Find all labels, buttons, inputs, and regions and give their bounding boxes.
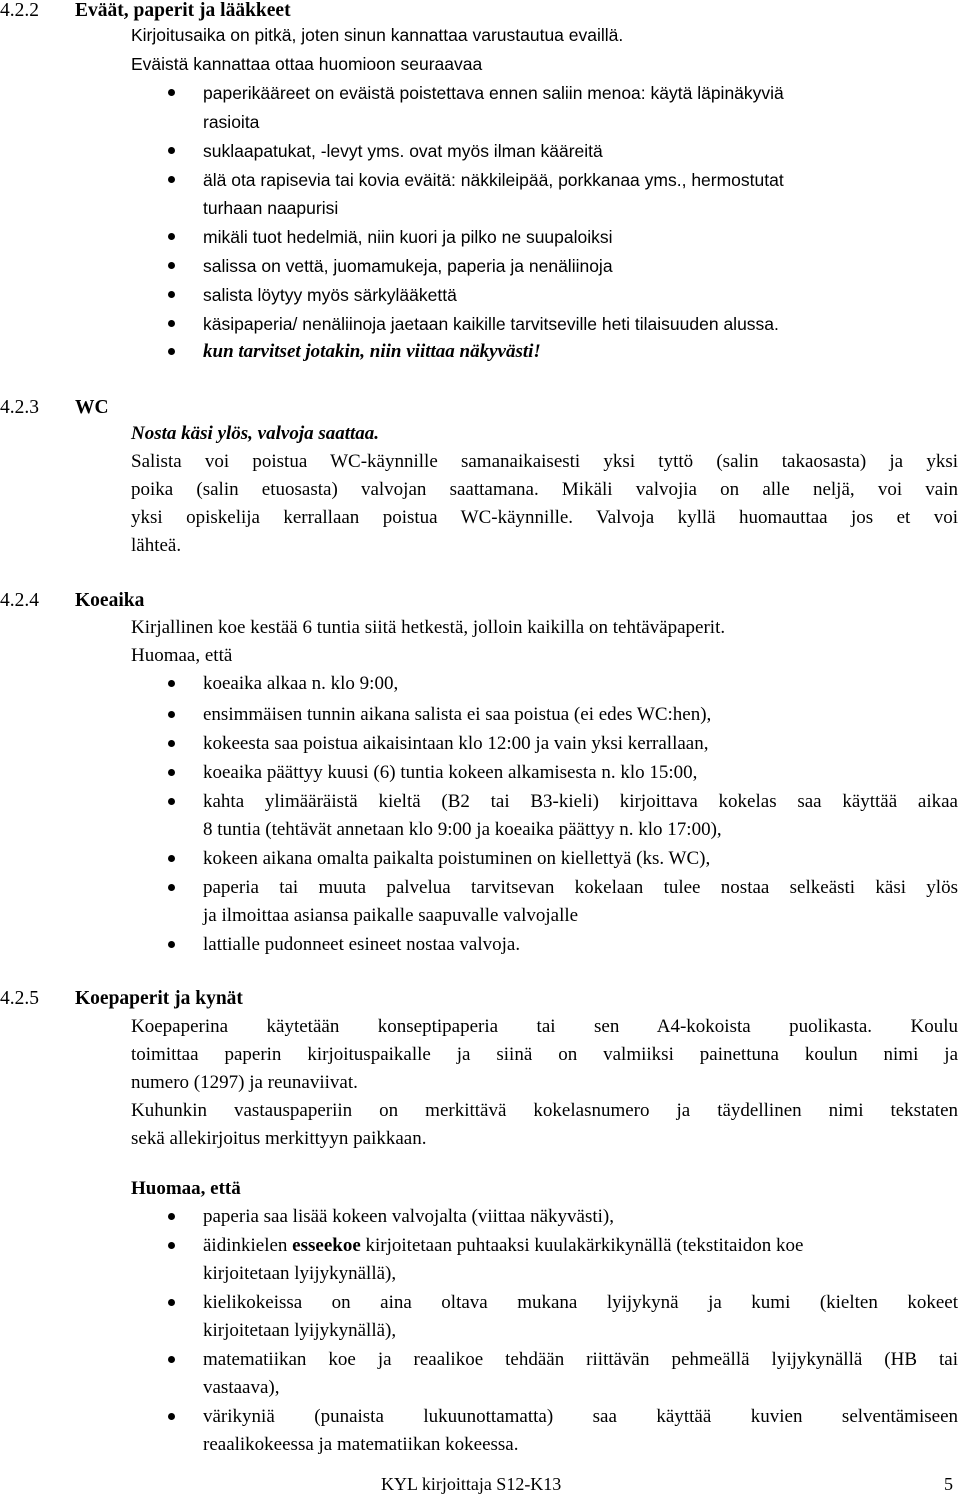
- bullet-icon: [168, 89, 175, 96]
- bullet-icon: [168, 1299, 175, 1306]
- list-item: ensimmäisen tunnin aikana salista ei saa poistua (ei edes WC:hen),: [203, 704, 712, 725]
- list-item: salissa on vettä, juomamukeja, paperia ja nenäliinoja: [203, 256, 613, 276]
- paragraph-line: Huomaa, että: [131, 645, 233, 666]
- paragraph-line: Salista voi poistua WC-käynnille samanaikaisesti yksi tyttö (salin takaosasta) ja yksi: [131, 451, 958, 472]
- bullet-icon: [168, 291, 175, 298]
- bullet-icon: [168, 769, 175, 776]
- section-heading-4-2-3: [0, 397, 109, 419]
- section-number: 4.2.3: [0, 397, 39, 418]
- bullet-icon: [168, 680, 175, 687]
- section-title: Koeaika: [75, 590, 145, 611]
- paragraph-line: Kuhunkin vastauspaperiin on merkittävä kokelasnumero ja täydellinen nimi tekstaten: [131, 1100, 958, 1121]
- bullet-icon: [168, 798, 175, 805]
- bullet-icon: [168, 176, 175, 183]
- note-heading: Huomaa, että: [131, 1178, 241, 1199]
- list-item-continuation: turhaan naapurisi: [203, 198, 339, 218]
- list-item-text: äidinkielen: [203, 1235, 293, 1256]
- section-number: 4.2.2: [0, 0, 39, 21]
- list-item: kokeesta saa poistua aikaisintaan klo 12:00 ja vain yksi kerrallaan,: [203, 733, 709, 754]
- list-item: [203, 1235, 958, 1257]
- list-item: paperia tai muuta palvelua tarvitsevan kokelaan tulee nostaa selkeästi käsi ylös: [203, 877, 958, 898]
- list-item: paperikääreet on eväistä poistettava ennen saliin menoa: käytä läpinäkyviä: [203, 83, 784, 103]
- list-item-text: kirjoitetaan puhtaaksi kuulakärkikynällä (tekstitaidon koe: [360, 1235, 804, 1256]
- footer-page-number: 5: [944, 1474, 953, 1494]
- list-item: lattialle pudonneet esineet nostaa valvoja.: [203, 934, 521, 955]
- list-item: koeaika alkaa n. klo 9:00,: [203, 673, 399, 694]
- bullet-icon: [168, 711, 175, 718]
- paragraph-line: poika (salin etuosasta) valvojan saattamana. Mikäli valvojia on alle neljä, voi vain: [131, 479, 958, 500]
- paragraph-line: toimittaa paperin kirjoituspaikalle ja siinä on valmiiksi painettuna koulun nimi ja: [131, 1044, 958, 1065]
- emphasis-line: Nosta käsi ylös, valvoja saattaa.: [131, 423, 380, 444]
- list-item: käsipaperia/ nenäliinoja jaetaan kaikille tarvitseville heti tilaisuuden alussa.: [203, 314, 779, 334]
- list-item: kielikokeissa on aina oltava mukana lyijykynä ja kumi (kielten kokeet: [203, 1292, 958, 1313]
- list-item-continuation: ja ilmoittaa asiansa paikalle saapuvalle valvojalle: [203, 905, 579, 926]
- bullet-icon: [168, 1413, 175, 1420]
- bullet-icon: [168, 147, 175, 154]
- list-item-continuation: rasioita: [203, 112, 260, 132]
- bullet-icon: [168, 1213, 175, 1220]
- footer-document-title: KYL kirjoittaja S12-K13: [381, 1474, 562, 1494]
- bullet-icon: [168, 1356, 175, 1363]
- paragraph-line: Koepaperina käytetään konseptipaperia tai sen A4-kokoista puolikasta. Koulu: [131, 1016, 958, 1037]
- paragraph-line: yksi opiskelija kerrallaan poistua WC-käynnille. Valvoja kyllä huomauttaa jos et voi: [131, 507, 958, 528]
- section-heading-4-2-2: [0, 0, 291, 22]
- section-heading-4-2-4: [0, 590, 144, 612]
- bullet-icon: [168, 884, 175, 891]
- paragraph-line: sekä allekirjoitus merkittyyn paikkaan.: [131, 1128, 427, 1149]
- list-item-continuation: kirjoitetaan lyijykynällä),: [203, 1320, 397, 1341]
- list-item-continuation: vastaava),: [203, 1377, 280, 1398]
- section-title: Koepaperit ja kynät: [75, 988, 243, 1009]
- bullet-icon: [168, 262, 175, 269]
- section-title: WC: [75, 397, 109, 418]
- list-item: älä ota rapisevia tai kovia eväitä: näkkileipää, porkkanaa yms., hermostutat: [203, 170, 784, 190]
- list-item: matematiikan koe ja reaalikoe tehdään riittävän pehmeällä lyijykynällä (HB tai: [203, 1349, 958, 1370]
- paragraph-line: lähteä.: [131, 535, 182, 556]
- section-heading-4-2-5: [0, 988, 243, 1010]
- paragraph-line: Eväistä kannattaa ottaa huomioon seuraavaa: [131, 54, 483, 74]
- bullet-icon: [168, 320, 175, 327]
- list-item: koeaika päättyy kuusi (6) tuntia kokeen alkamisesta n. klo 15:00,: [203, 762, 698, 783]
- list-item: salista löytyy myös särkylääkettä: [203, 285, 457, 305]
- bullet-icon: [168, 233, 175, 240]
- bullet-icon: [168, 941, 175, 948]
- list-item: kahta ylimääräistä kieltä (B2 tai B3-kieli) kirjoittava kokelas saa käyttää aikaa: [203, 791, 958, 812]
- section-number: 4.2.4: [0, 590, 39, 611]
- bullet-icon: [168, 1242, 175, 1249]
- section-number: 4.2.5: [0, 988, 39, 1009]
- paragraph-line: Kirjoitusaika on pitkä, joten sinun kannattaa varustautua evaillä.: [131, 25, 624, 45]
- bullet-icon: [168, 348, 175, 355]
- bullet-icon: [168, 740, 175, 747]
- list-item-continuation: kirjoitetaan lyijykynällä),: [203, 1263, 397, 1284]
- list-item: suklaapatukat, -levyt yms. ovat myös ilman kääreitä: [203, 141, 603, 161]
- list-item-emphasis: esseekoe: [292, 1235, 361, 1256]
- list-item: kokeen aikana omalta paikalta poistuminen on kiellettyä (ks. WC),: [203, 848, 711, 869]
- bullet-icon: [168, 855, 175, 862]
- section-title: Eväät, paperit ja lääkkeet: [75, 0, 291, 21]
- list-item-continuation: reaalikokeessa ja matematiikan kokeessa.: [203, 1434, 519, 1455]
- list-item: värikyniä (punaista lukuunottamatta) saa käyttää kuvien selventämiseen: [203, 1406, 958, 1427]
- paragraph-line: Kirjallinen koe kestää 6 tuntia siitä hetkestä, jolloin kaikilla on tehtäväpaperit.: [131, 617, 726, 638]
- list-item-continuation: 8 tuntia (tehtävät annetaan klo 9:00 ja koeaika päättyy n. klo 17:00),: [203, 819, 722, 840]
- paragraph-line: numero (1297) ja reunaviivat.: [131, 1072, 358, 1093]
- list-item: mikäli tuot hedelmiä, niin kuori ja pilko ne suupaloiksi: [203, 227, 613, 247]
- list-item-emphasis: kun tarvitset jotakin, niin viittaa näkyvästi!: [203, 341, 541, 362]
- list-item: paperia saa lisää kokeen valvojalta (viittaa näkyvästi),: [203, 1206, 614, 1227]
